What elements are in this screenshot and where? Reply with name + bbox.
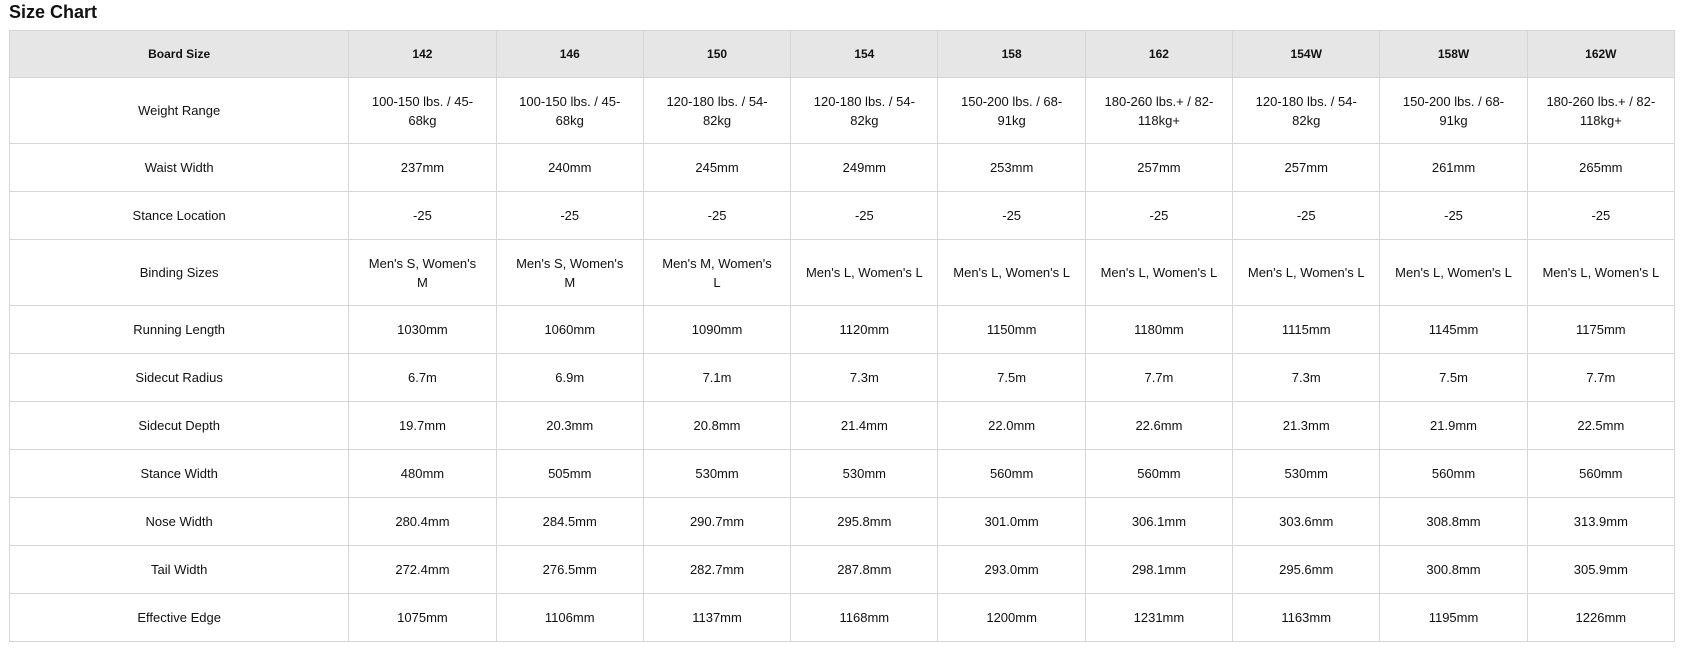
table-cell: 1226mm xyxy=(1527,594,1674,642)
table-cell: 272.4mm xyxy=(349,546,496,594)
table-cell: 298.1mm xyxy=(1085,546,1232,594)
table-cell: 1175mm xyxy=(1527,306,1674,354)
table-cell: 282.7mm xyxy=(643,546,790,594)
table-cell: 22.0mm xyxy=(938,402,1085,450)
table-cell: -25 xyxy=(496,192,643,240)
table-cell: 1060mm xyxy=(496,306,643,354)
table-row xyxy=(10,306,1675,354)
table-cell: 1075mm xyxy=(349,594,496,642)
table-cell: 1150mm xyxy=(938,306,1085,354)
table-cell: 20.8mm xyxy=(643,402,790,450)
row-label: Weight Range xyxy=(10,78,349,144)
table-cell: 20.3mm xyxy=(496,402,643,450)
table-cell: 1168mm xyxy=(791,594,938,642)
table-body xyxy=(10,78,1675,642)
table-cell: 313.9mm xyxy=(1527,498,1674,546)
table-cell: 261mm xyxy=(1380,144,1527,192)
table-cell: 303.6mm xyxy=(1233,498,1380,546)
table-cell: 240mm xyxy=(496,144,643,192)
table-cell: 1106mm xyxy=(496,594,643,642)
table-cell: Men's S, Women's M xyxy=(349,240,496,306)
table-cell: 7.3m xyxy=(1233,354,1380,402)
table-cell: 150-200 lbs. / 68-91kg xyxy=(938,78,1085,144)
table-cell: 560mm xyxy=(1085,450,1232,498)
size-header: 162W xyxy=(1527,31,1674,78)
table-row xyxy=(10,240,1675,306)
table-cell: 257mm xyxy=(1233,144,1380,192)
row-label: Running Length xyxy=(10,306,349,354)
table-cell: Men's L, Women's L xyxy=(791,240,938,306)
table-cell: 530mm xyxy=(791,450,938,498)
table-cell: 300.8mm xyxy=(1380,546,1527,594)
table-row xyxy=(10,546,1675,594)
table-cell: 7.1m xyxy=(643,354,790,402)
table-cell: -25 xyxy=(349,192,496,240)
table-cell: 120-180 lbs. / 54-82kg xyxy=(1233,78,1380,144)
table-cell: -25 xyxy=(938,192,1085,240)
row-label: Binding Sizes xyxy=(10,240,349,306)
table-cell: 1195mm xyxy=(1380,594,1527,642)
table-cell: Men's M, Women's L xyxy=(643,240,790,306)
table-cell: 1200mm xyxy=(938,594,1085,642)
table-row xyxy=(10,450,1675,498)
table-cell: 1090mm xyxy=(643,306,790,354)
header-row xyxy=(10,31,1675,78)
table-cell: 295.8mm xyxy=(791,498,938,546)
table-cell: 6.9m xyxy=(496,354,643,402)
table-cell: 180-260 lbs.+ / 82-118kg+ xyxy=(1527,78,1674,144)
size-header: 146 xyxy=(496,31,643,78)
table-cell: 1180mm xyxy=(1085,306,1232,354)
table-cell: 100-150 lbs. / 45-68kg xyxy=(349,78,496,144)
table-cell: Men's L, Women's L xyxy=(938,240,1085,306)
table-cell: 265mm xyxy=(1527,144,1674,192)
size-header: 158 xyxy=(938,31,1085,78)
table-cell: 21.4mm xyxy=(791,402,938,450)
size-chart-table xyxy=(9,30,1675,642)
size-header: 150 xyxy=(643,31,790,78)
table-cell: 120-180 lbs. / 54-82kg xyxy=(791,78,938,144)
row-label: Tail Width xyxy=(10,546,349,594)
table-cell: 480mm xyxy=(349,450,496,498)
table-cell: -25 xyxy=(643,192,790,240)
row-label: Sidecut Depth xyxy=(10,402,349,450)
table-cell: 6.7m xyxy=(349,354,496,402)
page-title: Size Chart xyxy=(9,2,98,22)
table-cell: 245mm xyxy=(643,144,790,192)
table-row xyxy=(10,402,1675,450)
table-cell: 7.7m xyxy=(1527,354,1674,402)
table-cell: 1137mm xyxy=(643,594,790,642)
table-cell: 237mm xyxy=(349,144,496,192)
table-header xyxy=(10,31,1675,78)
table-cell: Men's S, Women's M xyxy=(496,240,643,306)
row-label: Waist Width xyxy=(10,144,349,192)
table-row xyxy=(10,594,1675,642)
table-cell: Men's L, Women's L xyxy=(1085,240,1232,306)
table-cell: 276.5mm xyxy=(496,546,643,594)
table-cell: 560mm xyxy=(938,450,1085,498)
size-header: 154W xyxy=(1233,31,1380,78)
table-cell: 284.5mm xyxy=(496,498,643,546)
size-header: 142 xyxy=(349,31,496,78)
table-cell: 305.9mm xyxy=(1527,546,1674,594)
table-cell: 249mm xyxy=(791,144,938,192)
table-cell: 1145mm xyxy=(1380,306,1527,354)
table-cell: 308.8mm xyxy=(1380,498,1527,546)
table-cell: 1120mm xyxy=(791,306,938,354)
table-cell: 1231mm xyxy=(1085,594,1232,642)
table-row xyxy=(10,192,1675,240)
table-cell: -25 xyxy=(1233,192,1380,240)
table-cell: 287.8mm xyxy=(791,546,938,594)
table-cell: 120-180 lbs. / 54-82kg xyxy=(643,78,790,144)
row-label: Stance Location xyxy=(10,192,349,240)
row-label: Sidecut Radius xyxy=(10,354,349,402)
size-header: 158W xyxy=(1380,31,1527,78)
table-cell: 150-200 lbs. / 68-91kg xyxy=(1380,78,1527,144)
table-cell: 7.3m xyxy=(791,354,938,402)
table-cell: 1115mm xyxy=(1233,306,1380,354)
table-cell: -25 xyxy=(1527,192,1674,240)
table-cell: 560mm xyxy=(1380,450,1527,498)
table-cell: Men's L, Women's L xyxy=(1233,240,1380,306)
table-cell: 21.3mm xyxy=(1233,402,1380,450)
table-cell: 1030mm xyxy=(349,306,496,354)
row-label: Stance Width xyxy=(10,450,349,498)
table-cell: 100-150 lbs. / 45-68kg xyxy=(496,78,643,144)
table-cell: Men's L, Women's L xyxy=(1380,240,1527,306)
table-cell: 530mm xyxy=(1233,450,1380,498)
table-cell: -25 xyxy=(791,192,938,240)
table-cell: 1163mm xyxy=(1233,594,1380,642)
table-cell: 295.6mm xyxy=(1233,546,1380,594)
table-cell: 253mm xyxy=(938,144,1085,192)
table-cell: 306.1mm xyxy=(1085,498,1232,546)
table-cell: 7.5m xyxy=(938,354,1085,402)
table-row xyxy=(10,78,1675,144)
table-cell: 257mm xyxy=(1085,144,1232,192)
table-row xyxy=(10,354,1675,402)
table-cell: -25 xyxy=(1085,192,1232,240)
table-row xyxy=(10,144,1675,192)
header-label: Board Size xyxy=(10,31,349,78)
table-cell: 301.0mm xyxy=(938,498,1085,546)
size-header: 154 xyxy=(791,31,938,78)
table-cell: 7.5m xyxy=(1380,354,1527,402)
table-cell: 560mm xyxy=(1527,450,1674,498)
table-row xyxy=(10,498,1675,546)
table-cell: -25 xyxy=(1380,192,1527,240)
table-cell: 19.7mm xyxy=(349,402,496,450)
table-cell: 7.7m xyxy=(1085,354,1232,402)
table-cell: 180-260 lbs.+ / 82-118kg+ xyxy=(1085,78,1232,144)
table-cell: 530mm xyxy=(643,450,790,498)
table-cell: 290.7mm xyxy=(643,498,790,546)
size-header: 162 xyxy=(1085,31,1232,78)
table-cell: 22.5mm xyxy=(1527,402,1674,450)
table-cell: 280.4mm xyxy=(349,498,496,546)
row-label: Nose Width xyxy=(10,498,349,546)
table-cell: 22.6mm xyxy=(1085,402,1232,450)
row-label: Effective Edge xyxy=(10,594,349,642)
table-cell: 21.9mm xyxy=(1380,402,1527,450)
table-cell: 293.0mm xyxy=(938,546,1085,594)
table-cell: Men's L, Women's L xyxy=(1527,240,1674,306)
table-cell: 505mm xyxy=(496,450,643,498)
